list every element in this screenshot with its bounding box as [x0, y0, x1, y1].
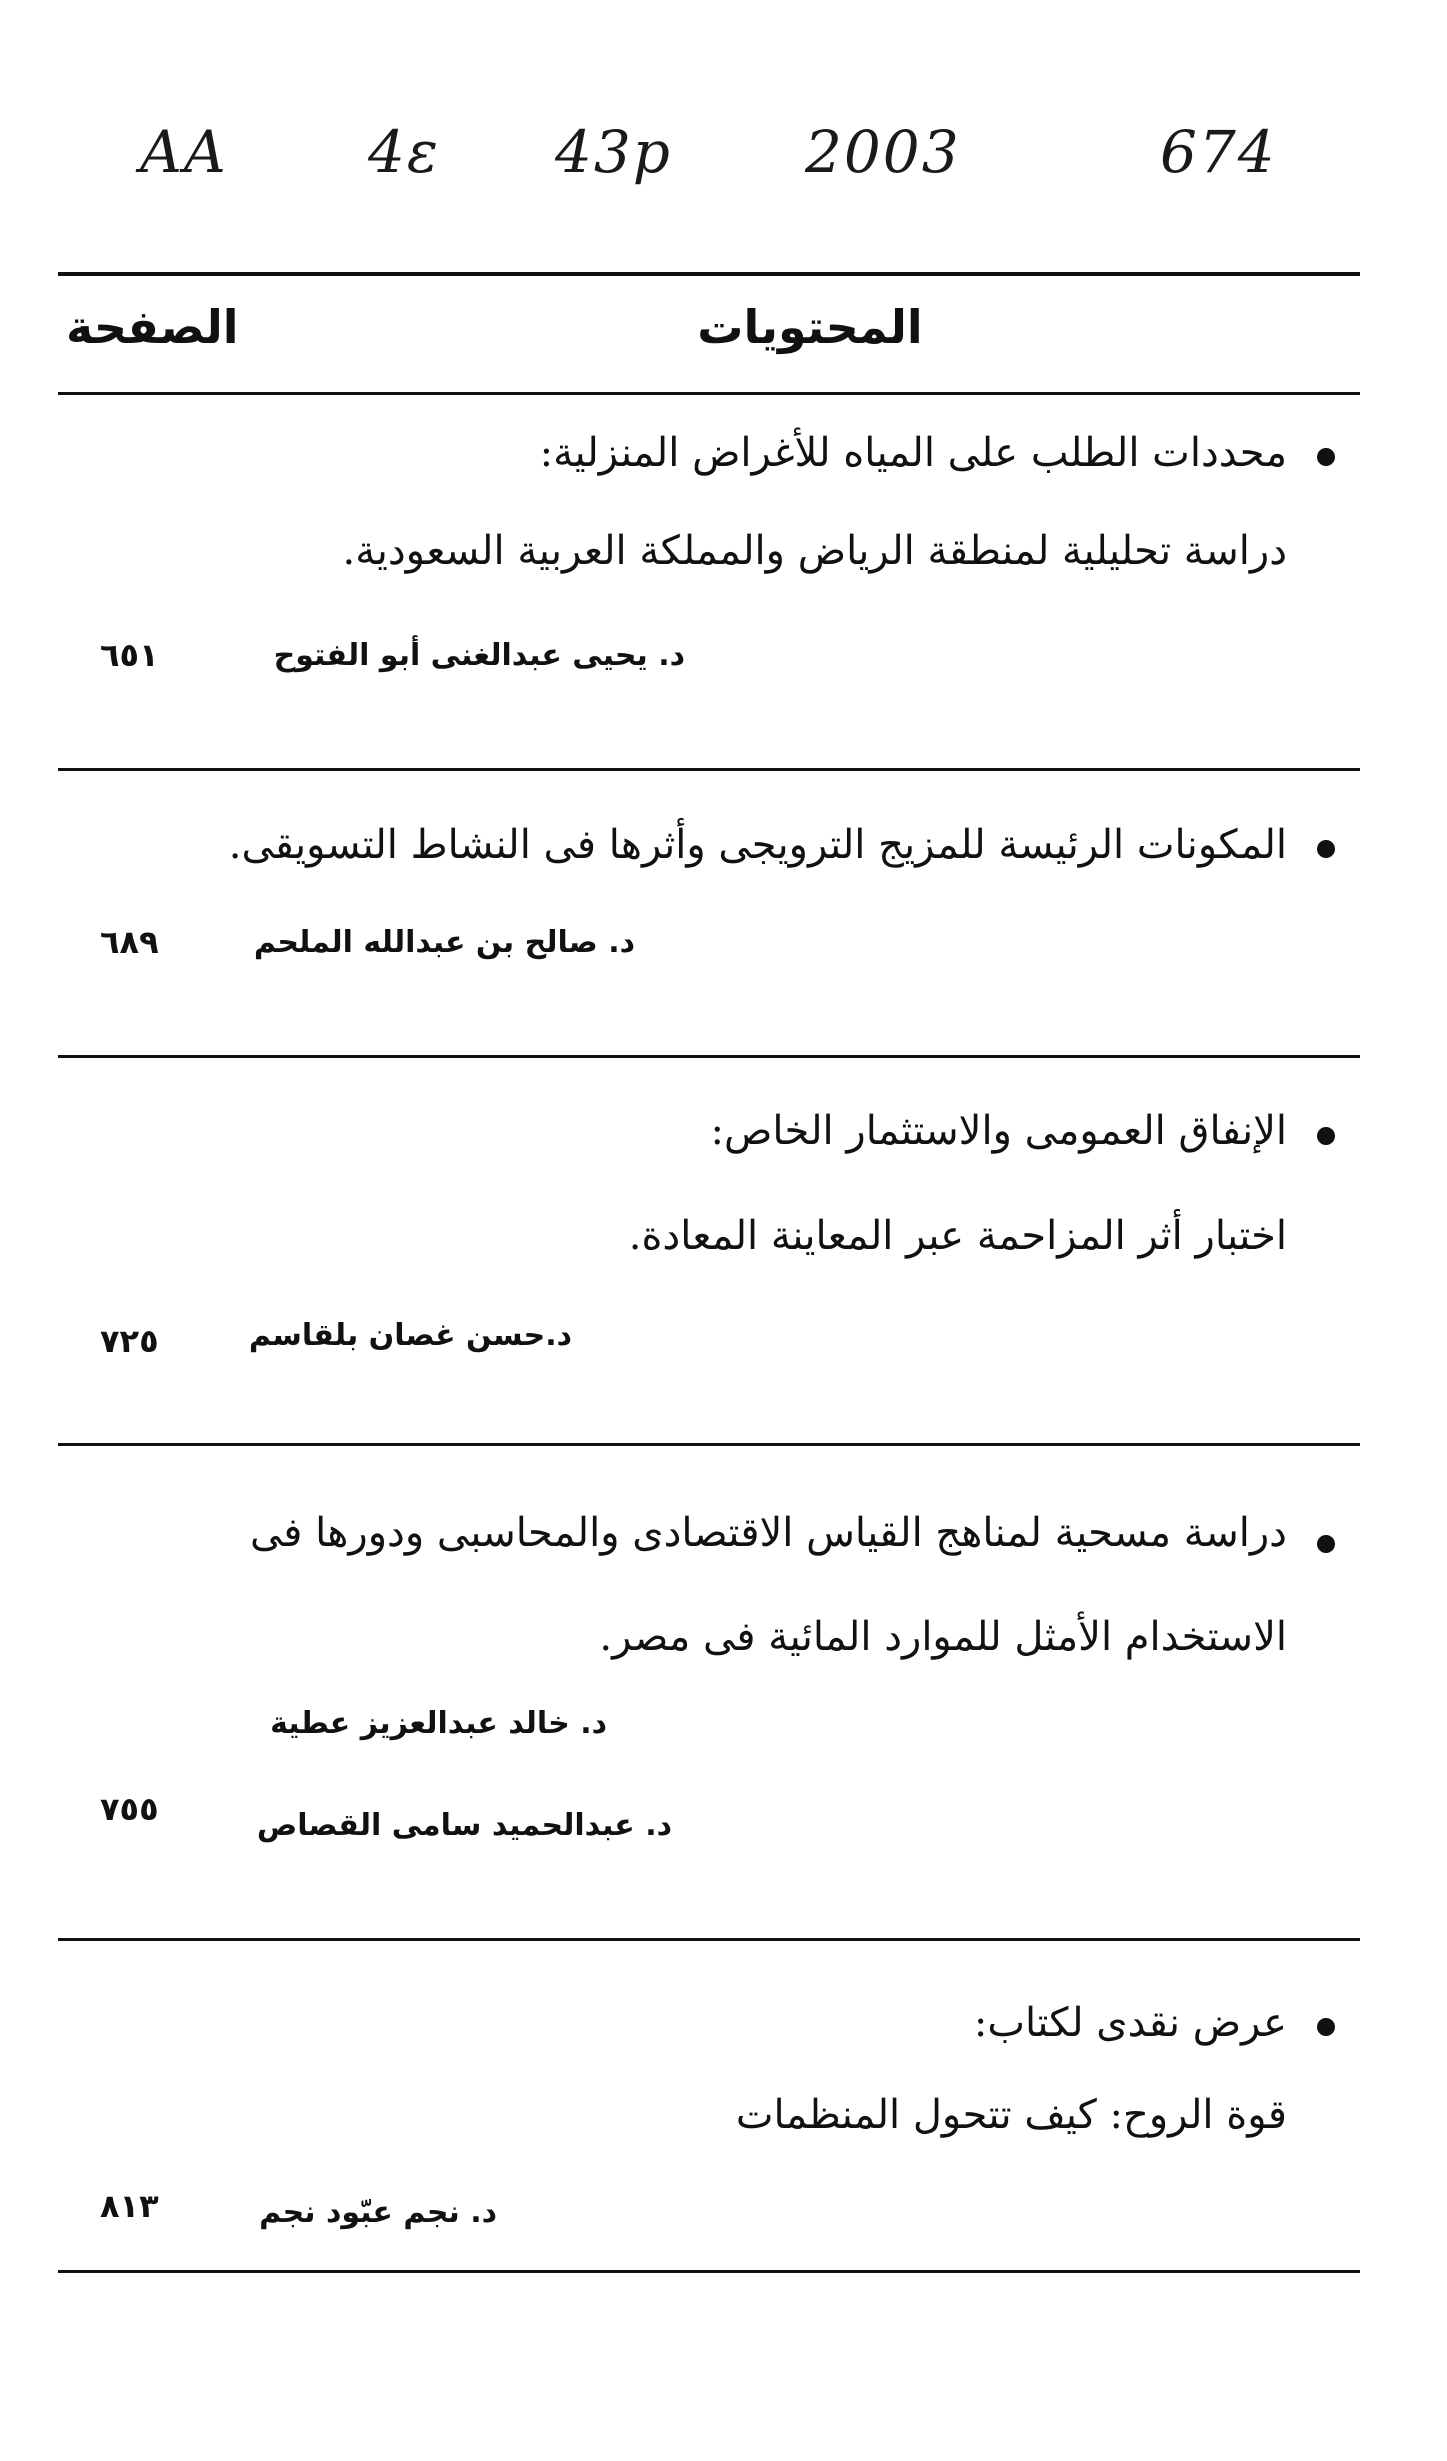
entry-title-line: دراسة تحليلية لمنطقة الرياض والمملكة العربية السعودية.	[342, 528, 1287, 574]
entry-author: د. صالح بن عبدالله الملحم	[253, 925, 635, 960]
entry-page-number: ٨١٣	[100, 2187, 159, 2225]
entry-page-number: ٧٢٥	[100, 1322, 159, 1360]
bullet-icon	[1317, 1535, 1335, 1553]
handwritten-mark-5: 674	[1160, 118, 1277, 186]
handwritten-mark-1: AA	[140, 118, 228, 186]
entry-author: د. خالد عبدالعزيز عطية	[270, 1706, 607, 1741]
handwritten-mark-2: 4ε	[368, 118, 441, 186]
bullet-icon	[1317, 840, 1335, 858]
entry-title-line: عرض نقدى لكتاب:	[973, 2000, 1287, 2046]
handwritten-mark-3: 43p	[555, 118, 672, 186]
entry-page-number: ٦٥١	[100, 636, 159, 674]
section-divider	[58, 768, 1360, 771]
entry-author: د. عبدالحميد سامى القصاص	[256, 1808, 672, 1843]
entry-title-line: الإنفاق العمومى والاستثمار الخاص:	[710, 1108, 1287, 1154]
entry-page-number: ٦٨٩	[100, 923, 159, 961]
section-divider	[58, 2270, 1360, 2273]
bullet-icon	[1317, 448, 1335, 466]
page-column-label: الصفحة	[66, 300, 239, 354]
section-divider	[58, 1938, 1360, 1941]
entry-title-line: محددات الطلب على المياه للأغراض المنزلية:	[539, 430, 1287, 476]
entry-title-line: الاستخدام الأمثل للموارد المائية فى مصر.	[599, 1614, 1287, 1660]
section-divider	[58, 1055, 1360, 1058]
bullet-icon	[1317, 2018, 1335, 2036]
entry-title-line: المكونات الرئيسة للمزيج الترويجى وأثرها فى النشاط التسويقى.	[228, 822, 1287, 868]
header-bottom-rule	[58, 392, 1360, 395]
handwritten-mark-4: 2003	[805, 118, 961, 186]
header-top-rule	[58, 272, 1360, 276]
entry-author: د. نجم عبّود نجم	[259, 2195, 497, 2230]
entry-title-line: دراسة مسحية لمناهج القياس الاقتصادى والمحاسبى ودورها فى	[249, 1510, 1287, 1556]
contents-title: المحتويات	[697, 300, 923, 354]
section-divider	[58, 1443, 1360, 1446]
entry-title-line: قوة الروح: كيف تتحول المنظمات	[735, 2092, 1287, 2138]
bullet-icon	[1317, 1127, 1335, 1145]
entry-page-number: ٧٥٥	[100, 1790, 159, 1828]
entry-author: د.حسن غصان بلقاسم	[248, 1318, 572, 1353]
entry-title-line: اختبار أثر المزاحمة عبر المعاينة المعادة.	[628, 1213, 1287, 1259]
entry-author: د. يحيى عبدالغنى أبو الفتوح	[273, 638, 685, 673]
